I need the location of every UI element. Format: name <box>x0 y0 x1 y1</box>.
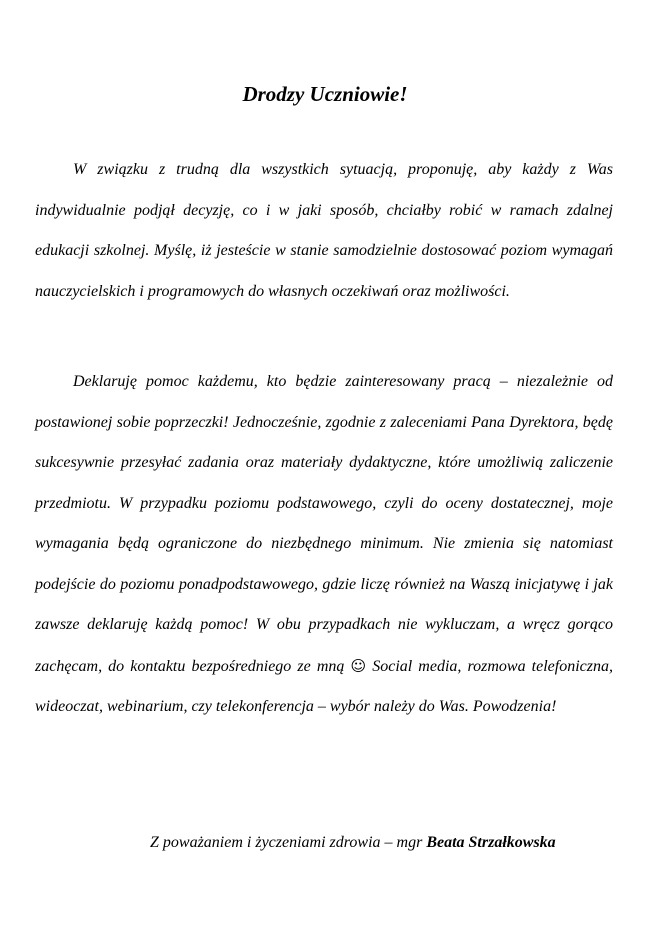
letter-title: Drodzy Uczniowie! <box>242 82 408 106</box>
signature-line <box>150 831 620 855</box>
paragraph-intro: W związku z trudną dla wszystkich sytuacją, proponuję, aby każdy z Was indywidualnie podjął decyzję, co i w jaki sposób, chciałby robić w ramach zdalnej edukacji szkolnej. Myślę, iż jesteście w stanie samodzielnie dostosować poziom wymagań nauczycielskich i programowych do własnych oczekiwań oraz możliwości. <box>35 161 613 300</box>
paragraph-declaration <box>35 362 613 728</box>
paragraph-declaration-text: Deklaruję pomoc każdemu, kto będzie zainteresowany pracą – niezależnie od postawionej sobie poprzeczki! Jednocześnie, zgodnie z zaleceniami Pana Dyrektora, będę sukcesywnie przesyłać zadania oraz materiały dydaktyczne, które umożliwią zaliczenie przedmiotu. W przypadku poziomu podstawowego, czyli do oceny dostatecznej, moje wymagania będą ograniczone do niezbędnego minimum. Nie zmienia się natomiast podejście do poziomu ponadpodstawowego, gdzie liczę również na Waszą inicjatywę i jak zawsze deklaruję każdą pomoc! W obu przypadkach nie wykluczam, a wręcz gorąco zachęcam, do kontaktu bezpośredniego ze mną <box>35 373 613 675</box>
smiley-icon: ☺ <box>350 656 367 675</box>
signature-prefix: Z poważaniem i życzeniami zdrowia – mgr <box>150 834 427 851</box>
signature-name: Beata Strzałkowska <box>426 834 556 851</box>
paragraph-declaration-text-end: Social media, rozmowa telefoniczna, wideoczat, webinarium, czy telekonferencja – wybór należy do Was. Powodzenia! <box>35 657 613 715</box>
